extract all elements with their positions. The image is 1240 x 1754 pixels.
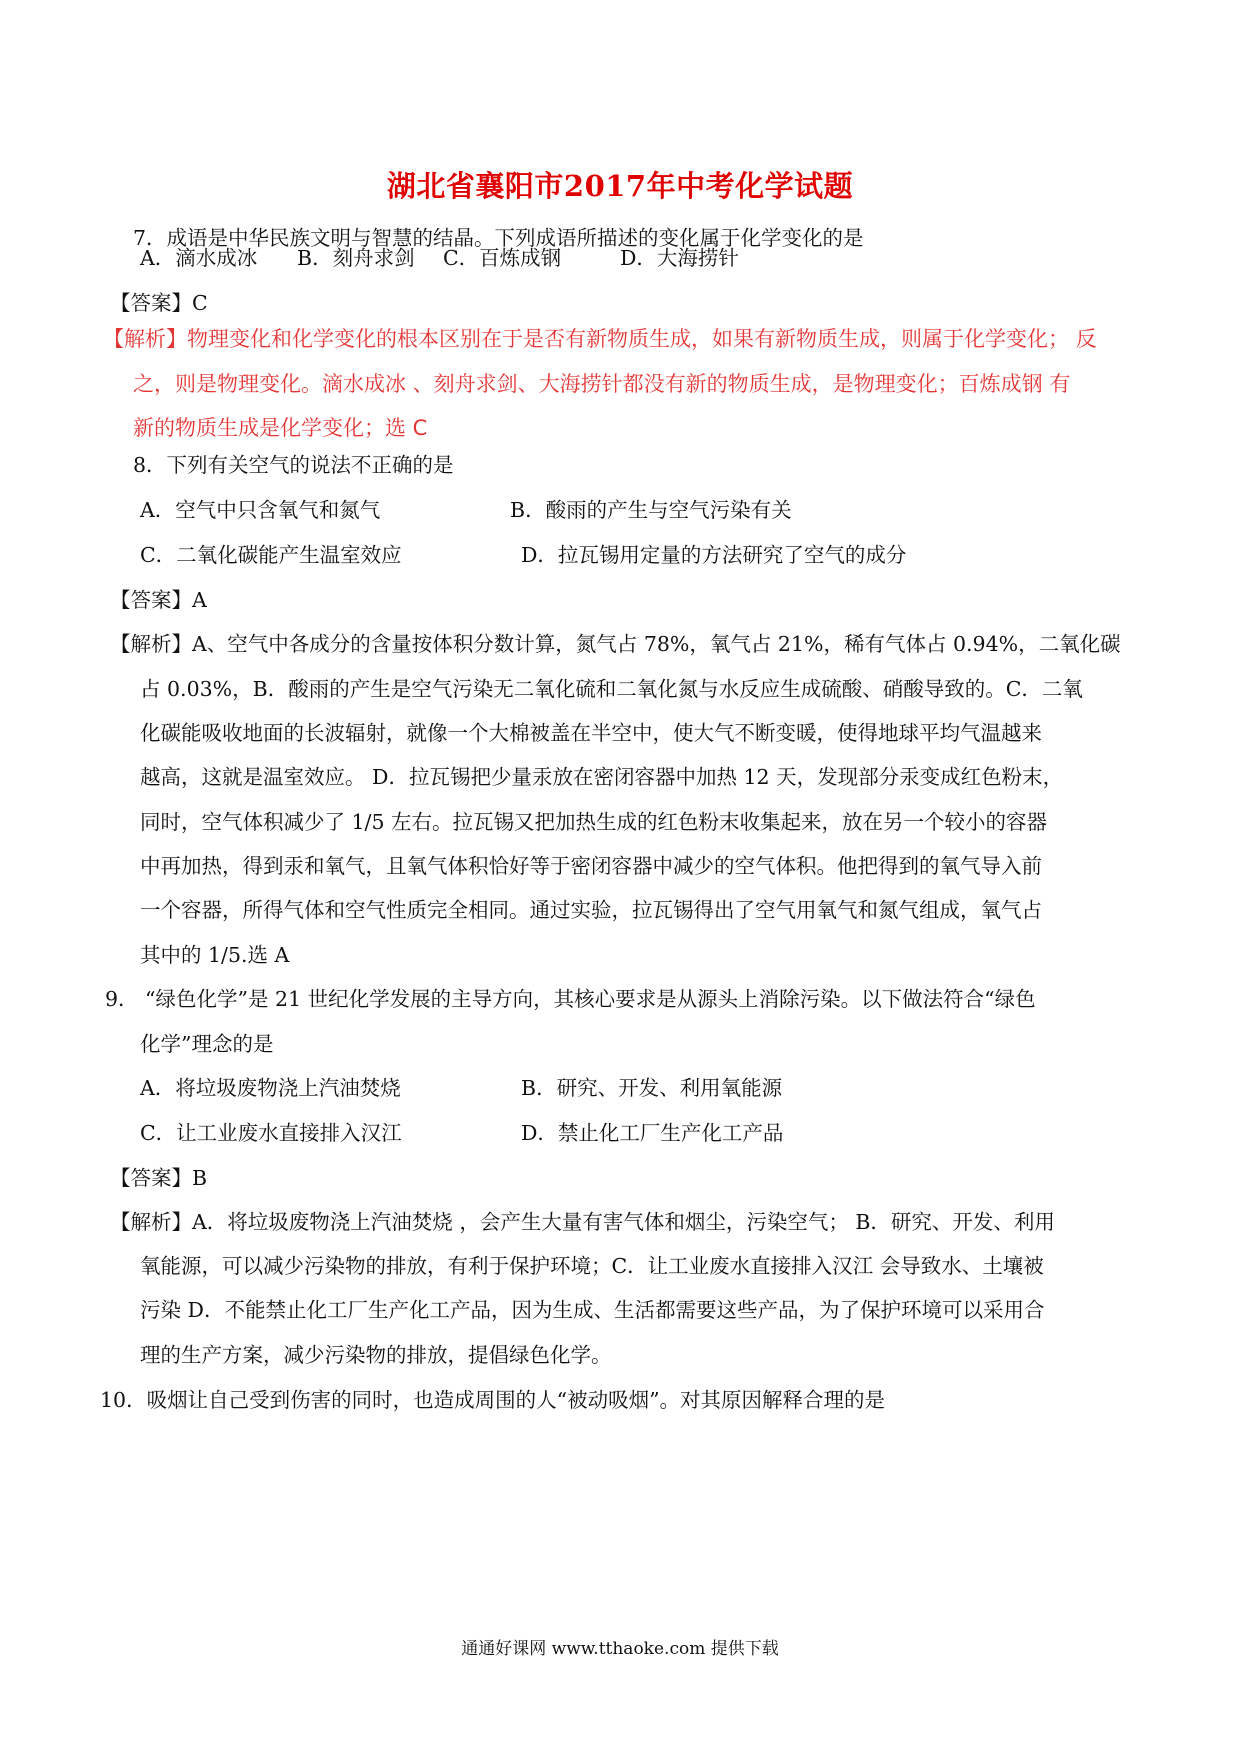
question-7-option-a: A．滴水成冰	[140, 246, 258, 270]
question-8-option-b: B．酸雨的产生与空气污染有关	[510, 498, 792, 522]
question-8-analysis-line: 占 0.03%，B．酸雨的产生是空气污染无二氧化硫和二氧化氮与水反应生成硫酸、硝酸导致的。C．二氧	[140, 677, 1083, 701]
question-7-answer: 【答案】C	[110, 291, 208, 315]
question-7-option-c: C．百炼成钢	[443, 246, 562, 270]
question-9-answer: 【答案】B	[110, 1166, 208, 1190]
question-9-analysis-line: 理的生产方案，减少污染物的排放，提倡绿色化学。	[140, 1343, 612, 1367]
question-8-analysis-line: 其中的 1/5.选 A	[140, 943, 290, 967]
question-10-stem: 10．吸烟让自己受到伤害的同时，也造成周围的人“被动吸烟”。对其原因解释合理的是	[100, 1388, 886, 1412]
question-8-analysis-line: 化碳能吸收地面的长波辐射，就像一个大棉被盖在半空中，使大气不断变暖，使得地球平均气温越来	[140, 721, 1042, 745]
page-footer: 通通好课网 www.tthaoke.com 提供下载	[461, 1639, 779, 1659]
question-9-option-c: C．让工业废水直接排入汉江	[140, 1121, 402, 1145]
page-title: 湖北省襄阳市2017年中考化学试题	[386, 169, 854, 203]
question-9-analysis-line: 污染 D．不能禁止化工厂生产化工产品，因为生成、生活都需要这些产品，为了保护环境可以采用合	[140, 1298, 1045, 1322]
question-8-option-c: C．二氧化碳能产生温室效应	[140, 543, 402, 567]
question-7-analysis-line: 新的物质生成是化学变化；选 C	[133, 416, 428, 440]
question-9-stem: 9． “绿色化学”是 21 世纪化学发展的主导方向，其核心要求是从源头上消除污染。以下做法符合“绿色	[105, 987, 1036, 1011]
question-8-option-a: A．空气中只含氧气和氮气	[140, 498, 381, 522]
question-8-analysis-line: 越高，这就是温室效应。 D．拉瓦锡把少量汞放在密闭容器中加热 12 天，发现部分汞变成红色粉末，	[140, 765, 1064, 789]
question-7-analysis-line: 之，则是物理变化。滴水成冰 、刻舟求剑、大海捞针都没有新的物质生成，是物理变化；百炼成钢 有	[133, 372, 1071, 396]
question-9-analysis-line: 氧能源，可以减少污染物的排放，有利于保护环境；C．让工业废水直接排入汉江 会导致水、土壤被	[140, 1254, 1044, 1278]
question-8-analysis-line: 【解析】A、空气中各成分的含量按体积分数计算，氮气占 78%，氧气占 21%，稀有气体占 0.94%，二氧化碳	[110, 632, 1121, 656]
question-8-option-d: D．拉瓦锡用定量的方法研究了空气的成分	[521, 543, 907, 567]
question-8-answer: 【答案】A	[110, 588, 207, 612]
question-9-analysis-line: 【解析】A．将垃圾废物浇上汽油焚烧 ，会产生大量有害气体和烟尘，污染空气； B．研究、开发、利用	[110, 1210, 1055, 1234]
question-8-analysis-line: 一个容器，所得气体和空气性质完全相同。通过实验，拉瓦锡得出了空气用氧气和氮气组成，氧气占	[140, 898, 1042, 922]
question-8-stem: 8．下列有关空气的说法不正确的是	[133, 453, 454, 477]
question-8-analysis-line: 同时，空气体积减少了 1/5 左右。拉瓦锡又把加热生成的红色粉末收集起来，放在另一个较小的容器	[140, 810, 1048, 834]
question-7-option-d: D．大海捞针	[620, 246, 739, 270]
question-7-analysis-line: 【解析】物理变化和化学变化的根本区别在于是否有新物质生成，如果有新物质生成，则属于化学变化； 反	[103, 327, 1097, 351]
question-9-stem-continued: 化学”理念的是	[140, 1032, 274, 1056]
question-7-option-b: B．刻舟求剑	[297, 246, 415, 270]
question-9-option-b: B．研究、开发、利用氧能源	[521, 1076, 783, 1100]
question-7-stem: 7．成语是中华民族文明与智慧的结晶。下列成语所描述的变化属于化学变化的是	[133, 226, 864, 250]
question-8-analysis-line: 中再加热，得到汞和氧气，且氧气体积恰好等于密闭容器中减少的空气体积。他把得到的氧气导入前	[140, 854, 1042, 878]
question-9-option-a: A．将垃圾废物浇上汽油焚烧	[140, 1076, 401, 1100]
question-9-option-d: D．禁止化工厂生产化工产品	[521, 1121, 784, 1145]
